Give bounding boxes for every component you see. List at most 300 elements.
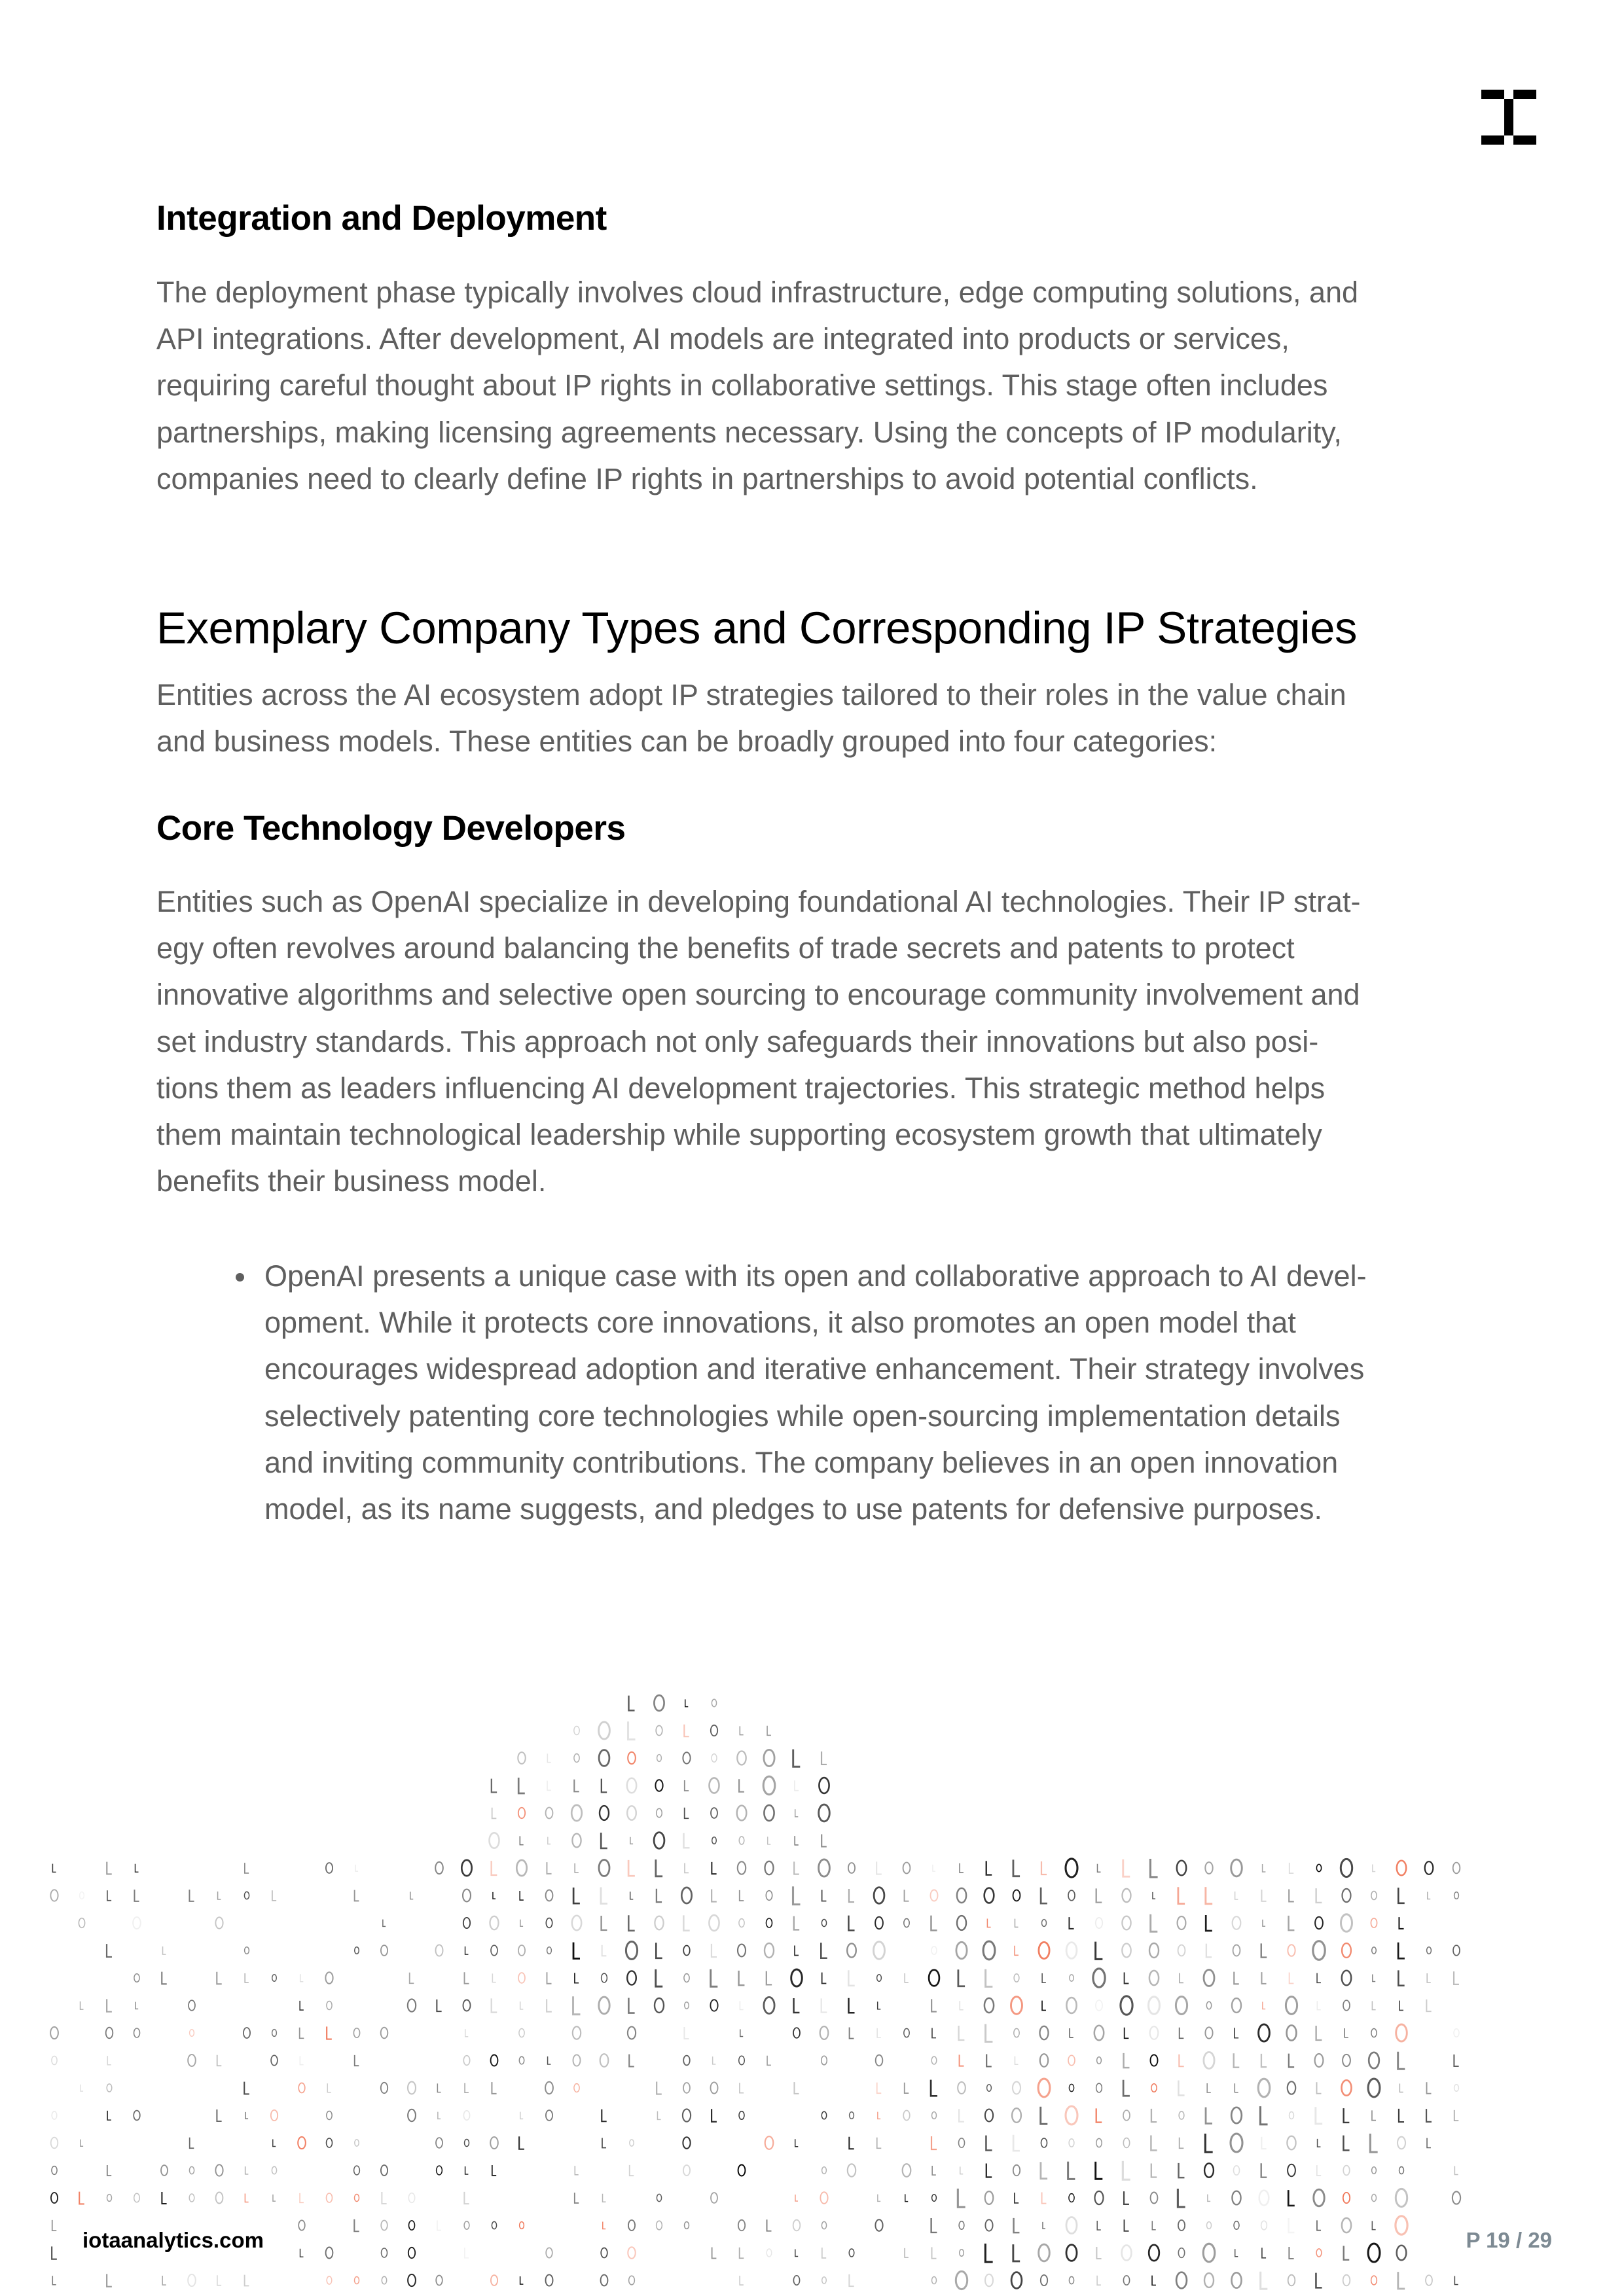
pattern-glyph-shape: [709, 1915, 719, 1931]
pattern-glyph-shape: [1069, 1917, 1074, 1929]
pattern-glyph-shape: [1427, 2138, 1431, 2148]
pattern-glyph-shape: [767, 2249, 772, 2257]
pattern-glyph-shape: [1070, 2028, 1074, 2037]
pattern-glyph-shape: [657, 2111, 660, 2120]
pattern-glyph-shape: [1233, 1916, 1241, 1929]
pattern-glyph-shape: [81, 2001, 84, 2009]
pattern-glyph-shape: [1371, 2029, 1377, 2037]
pattern-glyph-shape: [465, 2029, 469, 2036]
pattern-glyph-shape: [1259, 2024, 1270, 2041]
pattern-glyph-shape: [685, 1699, 689, 1706]
pattern-glyph-shape: [903, 2111, 910, 2121]
pattern-glyph-shape: [327, 2083, 331, 2092]
pattern-glyph-shape: [1261, 2137, 1266, 2149]
pattern-glyph-shape: [904, 2028, 909, 2037]
pattern-glyph-shape: [1261, 2272, 1268, 2289]
pattern-glyph-shape: [1124, 2053, 1130, 2068]
pattern-glyph-shape: [1096, 2083, 1102, 2092]
pattern-glyph-shape: [794, 2082, 799, 2094]
pattern-glyph-shape: [1453, 1863, 1460, 1874]
pattern-glyph-shape: [1454, 2054, 1458, 2066]
pattern-glyph-shape: [52, 2246, 57, 2259]
pattern-glyph-shape: [822, 2167, 827, 2174]
pattern-glyph-shape: [932, 2247, 937, 2258]
pattern-glyph-shape: [795, 1836, 799, 1845]
pattern-glyph-shape: [905, 2248, 909, 2257]
pattern-glyph-shape: [300, 2001, 304, 2010]
pattern-glyph-shape: [518, 1945, 525, 1956]
pattern-glyph-shape: [712, 2109, 717, 2122]
pattern-glyph-shape: [520, 1920, 523, 1926]
pattern-glyph-shape: [1205, 2027, 1212, 2038]
pattern-glyph-shape: [353, 2028, 359, 2037]
pattern-glyph-shape: [461, 1860, 471, 1876]
pattern-glyph-shape: [1372, 2110, 1376, 2120]
pattern-glyph-shape: [355, 2195, 359, 2202]
pattern-glyph-shape: [740, 2248, 744, 2259]
pattern-glyph-shape: [188, 2274, 196, 2286]
pattern-glyph-shape: [683, 2056, 690, 2066]
pattern-glyph-shape: [463, 1918, 470, 1928]
pattern-glyph-shape: [627, 1806, 636, 1820]
pattern-glyph-shape: [683, 1752, 690, 1763]
pattern-glyph-shape: [189, 2166, 194, 2174]
pattern-glyph-shape: [1179, 2163, 1185, 2178]
pattern-glyph-shape: [1398, 1888, 1404, 1903]
pattern-glyph-shape: [628, 2027, 636, 2039]
pattern-glyph-shape: [1454, 2085, 1459, 2091]
pattern-glyph-shape: [491, 1945, 497, 1956]
pattern-glyph-shape: [300, 2028, 304, 2039]
pattern-glyph-shape: [490, 1833, 499, 1848]
pattern-glyph-shape: [272, 1975, 277, 1981]
pattern-glyph-shape: [1290, 1973, 1294, 1984]
pattern-glyph-shape: [1454, 1892, 1459, 1899]
pattern-glyph-shape: [683, 1915, 689, 1930]
pattern-glyph-shape: [1204, 2163, 1214, 2177]
pattern-glyph-shape: [1098, 1864, 1101, 1872]
pattern-glyph-shape: [437, 2166, 442, 2175]
pattern-glyph-shape: [435, 1862, 443, 1874]
pattern-glyph-shape: [1397, 1861, 1406, 1876]
pattern-glyph-shape: [794, 1916, 799, 1930]
footer-website-link[interactable]: iotaanalytics.com: [82, 2228, 264, 2252]
pattern-glyph-shape: [931, 1916, 937, 1931]
pattern-glyph-shape: [1373, 1975, 1375, 1982]
pattern-glyph-shape: [272, 2030, 277, 2037]
pattern-glyph-shape: [1370, 2134, 1377, 2152]
pattern-glyph-shape: [327, 2001, 332, 2010]
pattern-glyph-shape: [1095, 2191, 1104, 2204]
pattern-glyph-shape: [1262, 2248, 1266, 2257]
pattern-glyph-shape: [738, 1945, 746, 1957]
pattern-glyph-shape: [408, 2082, 416, 2094]
pattern-glyph-shape: [547, 1753, 550, 1762]
pattern-glyph-shape: [657, 2194, 661, 2201]
pattern-glyph-shape: [1151, 2136, 1157, 2151]
pattern-glyph-shape: [710, 2000, 717, 2011]
pattern-glyph-shape: [793, 1749, 801, 1767]
pattern-glyph-shape: [1316, 2273, 1322, 2288]
pattern-glyph-shape: [985, 2191, 994, 2204]
pattern-glyph-shape: [79, 2192, 84, 2204]
pattern-glyph-shape: [1399, 2167, 1404, 2174]
pattern-glyph-shape: [712, 1754, 717, 1762]
pattern-glyph-shape: [794, 1998, 800, 2013]
pattern-glyph-shape: [684, 1833, 690, 1848]
pattern-glyph-shape: [1234, 2053, 1240, 2067]
pattern-glyph-shape: [383, 1920, 386, 1927]
pattern-glyph-shape: [547, 1999, 552, 2011]
pattern-glyph-shape: [1069, 2084, 1074, 2091]
pattern-glyph-shape: [106, 2028, 113, 2039]
pattern-glyph-shape: [1426, 2275, 1432, 2286]
pattern-glyph-shape: [1205, 1862, 1212, 1874]
pattern-glyph-shape: [628, 1696, 634, 1711]
pattern-glyph-shape: [465, 2083, 469, 2092]
pattern-glyph-shape: [1261, 1943, 1267, 1957]
pattern-glyph-shape: [189, 2000, 195, 2011]
pattern-glyph-shape: [574, 2084, 579, 2092]
pattern-glyph-shape: [932, 2028, 936, 2037]
pattern-glyph-shape: [655, 1780, 662, 1791]
pattern-glyph-shape: [931, 2218, 937, 2233]
pattern-glyph-shape: [546, 1890, 553, 1901]
pattern-glyph-shape: [739, 2111, 744, 2120]
pattern-glyph-shape: [956, 1942, 967, 1958]
pattern-glyph-shape: [876, 2055, 883, 2066]
pattern-glyph-shape: [1038, 2079, 1050, 2097]
pattern-glyph-shape: [1234, 2221, 1239, 2229]
pattern-glyph-shape: [956, 2271, 967, 2289]
pattern-glyph-shape: [409, 2221, 415, 2230]
pattern-glyph-shape: [1070, 1975, 1074, 1981]
pattern-glyph-shape: [1234, 2166, 1240, 2175]
pattern-glyph-shape: [1371, 1892, 1377, 1900]
pattern-glyph-shape: [245, 2275, 249, 2286]
pattern-glyph-shape: [298, 2137, 306, 2149]
pattern-glyph-shape: [134, 1974, 139, 1982]
pattern-glyph-shape: [1289, 2218, 1295, 2233]
pattern-glyph-shape: [1178, 1916, 1186, 1929]
pattern-glyph-shape: [573, 1888, 580, 1903]
pattern-glyph-shape: [1396, 2216, 1407, 2234]
pattern-glyph-shape: [1317, 2001, 1320, 2009]
pattern-glyph-shape: [850, 2027, 854, 2038]
pattern-glyph-shape: [1235, 2028, 1238, 2037]
pattern-glyph-shape: [986, 1969, 993, 1987]
pattern-glyph-shape: [764, 1805, 774, 1821]
pattern-glyph-shape: [1318, 2139, 1321, 2147]
pattern-glyph-shape: [767, 1726, 771, 1736]
pattern-glyph-shape: [1123, 1859, 1130, 1876]
pattern-glyph-shape: [599, 1722, 610, 1739]
text-line: companies need to clearly define IP rights in partnerships to avoid potential conflicts.: [156, 461, 1258, 495]
pattern-glyph-shape: [519, 2029, 524, 2037]
pattern-glyph-shape: [795, 1780, 799, 1791]
pattern-glyph-shape: [684, 1725, 689, 1736]
pattern-glyph-shape: [134, 2111, 140, 2121]
pattern-glyph-shape: [1178, 2081, 1184, 2096]
pattern-glyph-shape: [189, 1890, 194, 1901]
pattern-glyph-shape: [190, 2138, 194, 2148]
pattern-glyph-shape: [657, 1808, 662, 1817]
pattern-glyph-shape: [1203, 2244, 1215, 2262]
pattern-glyph-shape: [575, 2166, 578, 2174]
text-line: partnerships, making licensing agreements necessary. Using the concepts of IP modularity,: [156, 415, 1342, 449]
pattern-glyph-shape: [80, 1892, 84, 1899]
pattern-glyph-shape: [628, 2220, 635, 2231]
pattern-glyph-shape: [355, 1865, 358, 1871]
pattern-glyph-shape: [574, 1780, 579, 1792]
pattern-glyph-shape: [1180, 2028, 1184, 2038]
pattern-glyph-shape: [52, 2220, 57, 2231]
pattern-glyph-shape: [1426, 2000, 1431, 2011]
pattern-glyph-shape: [764, 1997, 774, 2013]
pattern-glyph-shape: [162, 2192, 166, 2204]
pattern-glyph-shape: [931, 2136, 937, 2149]
pattern-glyph-shape: [218, 1892, 221, 1899]
pattern-glyph-shape: [217, 2275, 221, 2285]
text-line: selectively patenting core technologies while open-sourcing implementation details: [264, 1399, 1341, 1433]
pattern-glyph-shape: [215, 2164, 223, 2176]
pattern-glyph-shape: [327, 2138, 333, 2147]
pattern-glyph-shape: [519, 2136, 524, 2149]
pattern-glyph-shape: [1177, 1861, 1186, 1876]
pattern-glyph-shape: [1041, 2275, 1047, 2286]
pattern-glyph-shape: [655, 1916, 663, 1930]
pattern-glyph-shape: [327, 2276, 332, 2284]
pattern-glyph-shape: [1039, 2244, 1050, 2261]
pattern-glyph-shape: [960, 2166, 963, 2174]
bullet-dot-icon: [236, 1273, 244, 1282]
pattern-glyph-shape: [492, 1998, 497, 2012]
pattern-glyph-shape: [271, 2110, 278, 2121]
pattern-glyph-shape: [657, 1889, 662, 1902]
pattern-glyph-shape: [245, 2112, 248, 2119]
pattern-glyph-shape: [573, 1943, 580, 1959]
pattern-glyph-shape: [355, 2055, 359, 2066]
pattern-glyph-shape: [300, 2056, 303, 2064]
pattern-glyph-shape: [849, 2137, 854, 2149]
pattern-glyph-shape: [1287, 2136, 1295, 2150]
pattern-glyph-shape: [1013, 2165, 1020, 2176]
pattern-glyph-shape: [985, 2219, 992, 2231]
pattern-glyph-shape: [437, 2083, 441, 2092]
pattern-glyph-shape: [821, 1920, 826, 1927]
pattern-glyph-shape: [1454, 2166, 1458, 2174]
pattern-glyph-shape: [573, 1996, 581, 2014]
pattern-glyph-shape: [1316, 1888, 1322, 1903]
pattern-glyph-shape: [849, 2274, 854, 2286]
pattern-glyph-shape: [1317, 2082, 1322, 2093]
pattern-glyph-shape: [79, 1918, 84, 1928]
pattern-glyph-shape: [107, 2274, 112, 2286]
pattern-glyph-shape: [1011, 1997, 1022, 2015]
pattern-glyph-shape: [630, 1837, 633, 1844]
pattern-glyph-shape: [630, 2165, 634, 2176]
text-line: set industry standards. This approach not only safeguards their innovations but also posi-: [156, 1024, 1319, 1058]
pattern-glyph-shape: [1096, 2162, 1103, 2179]
pattern-glyph-shape: [520, 1891, 524, 1900]
pattern-glyph-shape: [1235, 1892, 1238, 1899]
text-line: and business models. These entities can be broadly grouped into four categories:: [156, 725, 1218, 759]
pattern-glyph-shape: [711, 2193, 717, 2203]
pattern-glyph-shape: [573, 2026, 581, 2039]
pattern-glyph-shape: [519, 2056, 524, 2064]
pattern-glyph-shape: [793, 2276, 799, 2285]
pattern-glyph-shape: [1150, 2026, 1159, 2039]
pattern-glyph-shape: [767, 1918, 772, 1928]
pattern-glyph-shape: [905, 2194, 908, 2201]
pattern-glyph-shape: [1399, 2001, 1403, 2011]
paragraph-entities: [156, 672, 1346, 764]
pattern-glyph-shape: [463, 1890, 471, 1902]
pattern-glyph-shape: [1093, 1969, 1105, 1987]
pattern-glyph-shape: [1232, 1998, 1241, 2013]
pattern-glyph-shape: [1426, 2109, 1432, 2122]
pattern-glyph-shape: [325, 1972, 333, 1984]
pattern-glyph-shape: [1180, 2138, 1184, 2149]
text-line: innovative algorithms and selective open sourcing to encourage community involvement and: [156, 978, 1360, 1012]
pattern-glyph-shape: [492, 1861, 497, 1875]
pattern-glyph-shape: [987, 2085, 992, 2092]
pattern-glyph-shape: [492, 2165, 496, 2176]
pattern-glyph-shape: [1041, 1888, 1047, 1903]
pattern-glyph-shape: [986, 2024, 993, 2041]
pattern-glyph-shape: [601, 2248, 607, 2258]
pattern-glyph-shape: [437, 2000, 441, 2011]
pattern-glyph-shape: [1399, 1917, 1403, 1929]
pattern-glyph-shape: [572, 1916, 581, 1930]
pattern-glyph-shape: [465, 1972, 469, 1983]
pattern-glyph-shape: [1206, 2001, 1211, 2009]
pattern-glyph-shape: [326, 2248, 333, 2259]
pattern-glyph-shape: [740, 2083, 744, 2092]
pattern-glyph-shape: [162, 1972, 166, 1984]
pattern-glyph-shape: [1290, 1863, 1293, 1873]
pattern-glyph-shape: [1097, 2057, 1102, 2064]
pattern-glyph-shape: [1233, 1945, 1240, 1956]
pattern-glyph-shape: [627, 1778, 636, 1793]
pattern-glyph-shape: [107, 2195, 112, 2202]
pattern-glyph-shape: [1341, 1859, 1352, 1876]
pattern-glyph-shape: [1068, 1890, 1075, 1901]
pattern-glyph-shape: [599, 1997, 609, 2014]
pattern-glyph-shape: [1342, 2218, 1351, 2233]
pattern-glyph-shape: [627, 1971, 636, 1984]
pattern-glyph-shape: [300, 2193, 304, 2203]
pattern-glyph-shape: [960, 2054, 964, 2066]
pattern-glyph-shape: [1123, 2110, 1130, 2121]
pattern-glyph-shape: [244, 2082, 249, 2094]
pattern-glyph-shape: [245, 1947, 249, 1954]
pattern-glyph-shape: [875, 1917, 883, 1929]
pattern-glyph-shape: [821, 1835, 827, 1847]
pattern-glyph-shape: [1427, 1947, 1432, 1954]
pattern-glyph-shape: [849, 1889, 854, 1902]
pattern-glyph-shape: [1343, 2166, 1350, 2176]
pattern-glyph-shape: [958, 1969, 965, 1986]
pattern-glyph-shape: [768, 1837, 771, 1844]
pattern-glyph-shape: [1013, 1890, 1020, 1901]
pattern-glyph-shape: [492, 1779, 497, 1793]
pattern-glyph-shape: [1040, 2054, 1048, 2067]
section-heading-integration: Integration and Deployment: [156, 199, 607, 238]
pattern-glyph-shape: [986, 2136, 992, 2151]
pattern-glyph-shape: [1343, 2136, 1349, 2151]
pattern-glyph-shape: [408, 2248, 415, 2258]
pattern-glyph-shape: [520, 2112, 523, 2119]
pattern-glyph-shape: [190, 2030, 194, 2037]
pattern-glyph-shape: [822, 1890, 827, 1901]
pattern-glyph-shape: [327, 2026, 332, 2039]
pattern-glyph-shape: [878, 2112, 880, 2119]
pattern-glyph-shape: [1096, 1942, 1103, 1960]
pattern-glyph-shape: [1122, 2245, 1132, 2260]
pattern-glyph-shape: [1151, 2193, 1158, 2204]
pattern-glyph-shape: [656, 1859, 662, 1876]
pattern-glyph-shape: [931, 1890, 938, 1901]
pattern-glyph-shape: [821, 1943, 827, 1958]
pattern-glyph-shape: [1149, 2245, 1159, 2261]
pattern-glyph-shape: [601, 1833, 607, 1848]
pattern-glyph-shape: [1343, 2275, 1350, 2286]
pattern-glyph-shape: [135, 2002, 138, 2009]
pattern-glyph-shape: [1043, 2222, 1045, 2229]
pattern-glyph-shape: [1427, 1973, 1431, 1982]
pattern-glyph-shape: [410, 1973, 414, 1983]
pattern-glyph-shape: [712, 1889, 717, 1901]
text-line: API integrations. After development, AI models are integrated into products or services,: [156, 322, 1290, 356]
pattern-glyph-shape: [657, 1755, 662, 1762]
pattern-glyph-shape: [1372, 1947, 1377, 1954]
pattern-glyph-shape: [1373, 1865, 1375, 1872]
pattern-glyph-shape: [878, 2001, 881, 2009]
pattern-glyph-shape: [107, 1944, 112, 1957]
pattern-glyph-shape: [1260, 2106, 1267, 2125]
pattern-glyph-shape: [1123, 2276, 1129, 2285]
pattern-glyph-shape: [628, 1860, 635, 1876]
pattern-glyph-shape: [1398, 2272, 1405, 2289]
pattern-glyph-shape: [737, 1806, 747, 1821]
pattern-glyph-shape: [491, 2275, 497, 2286]
pattern-glyph-shape: [1096, 2138, 1102, 2147]
pattern-glyph-shape: [546, 2110, 552, 2121]
pattern-glyph-shape: [546, 1918, 552, 1928]
pattern-glyph-shape: [189, 2194, 194, 2202]
pattern-glyph-shape: [437, 2220, 441, 2230]
pattern-glyph-shape: [655, 1998, 664, 2013]
pattern-glyph-shape: [958, 2189, 965, 2207]
pattern-glyph-shape: [683, 2083, 690, 2093]
pattern-glyph-shape: [877, 1975, 882, 1982]
pattern-glyph-shape: [518, 1973, 525, 1983]
pattern-glyph-shape: [905, 2083, 909, 2093]
pattern-glyph-shape: [107, 2084, 112, 2092]
pattern-glyph-shape: [739, 1779, 744, 1791]
pattern-glyph-shape: [1287, 2025, 1297, 2040]
page-section-title: Exemplary Company Types and Corresponding IP Strategies: [156, 603, 1357, 653]
bullet-item-openai: [264, 1253, 1367, 1532]
pattern-glyph-shape: [1123, 2080, 1130, 2096]
pattern-glyph-shape: [848, 1916, 854, 1931]
pattern-glyph-shape: [1399, 2109, 1404, 2122]
pattern-glyph-shape: [107, 2111, 111, 2120]
pattern-glyph-shape: [1041, 2138, 1047, 2147]
pattern-glyph-shape: [272, 2166, 276, 2174]
pattern-glyph-shape: [740, 2276, 744, 2285]
